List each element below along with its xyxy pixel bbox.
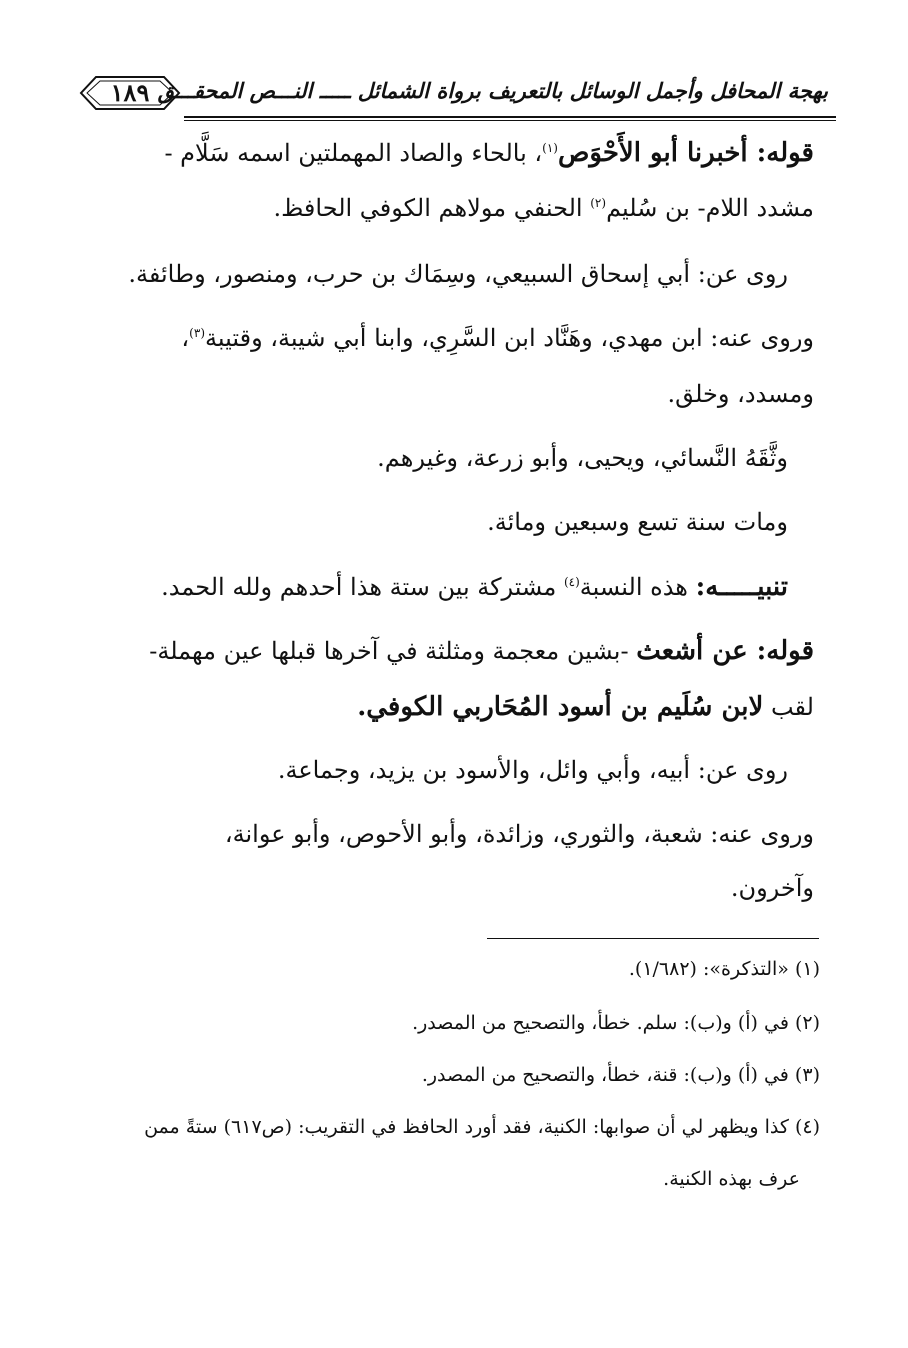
footnote-ref-4: (٤)	[563, 575, 580, 589]
notice-lead: تنبيـــــه:	[695, 572, 788, 602]
paragraph-4: وثَّقَهُ النَّسائي، ويحيى، وأبو زرعة، وغيرهم.	[377, 444, 788, 472]
paragraph-1-line-1	[164, 138, 814, 168]
paragraph-1-line-2	[274, 194, 815, 222]
paragraph-6	[161, 572, 788, 602]
footnote-1: (١) «التذكرة»: (١/٦٨٢).	[628, 958, 820, 980]
paragraph-7-line-2	[357, 692, 814, 722]
footnote-2: (٢) في (أ) و(ب): سلم. خطأ، والتصحيح من المصدر.	[412, 1012, 820, 1034]
paragraph-3-text-b: ،	[181, 324, 190, 352]
page-number: ١٨٩	[110, 78, 150, 107]
quote-lead-2: قوله: عن أشعث	[636, 636, 814, 666]
header-rule-thick	[184, 116, 836, 118]
footnote-ref-2: (٢)	[590, 196, 607, 210]
footnote-4-line-1: (٤) كذا ويظهر لي أن صوابها: الكنية، فقد أورد الحافظ في التقريب: (ص٦١٧) ستةً ممن	[144, 1116, 820, 1138]
paragraph-5: ومات سنة تسع وسبعين ومائة.	[487, 508, 788, 536]
paragraph-1-text-b: الحنفي مولاهم الكوفي الحافظ.	[273, 194, 591, 222]
footnote-separator	[487, 938, 819, 939]
paragraph-7-text-a: لقب	[763, 693, 814, 721]
paragraph-8: روى عن: أبيه، وأبي وائل، والأسود بن يزيد، وجماعة.	[277, 756, 788, 784]
paragraph-6-text-a: هذه النسبة	[579, 573, 696, 601]
paragraph-6-text-b: مشتركة بين ستة هذا أحدهم ولله الحمد.	[161, 573, 564, 601]
paragraph-2: روى عن: أبي إسحاق السبيعي، وسِمَاك بن حرب، ومنصور، وطائفة.	[128, 260, 788, 288]
paragraph-1-text-a: مشدد اللام- بن سُليم	[606, 194, 814, 222]
paragraph-9-line-1: وروى عنه: شعبة، والثوري، وزائدة، وأبو الأحوص، وأبو عوانة،	[224, 820, 814, 848]
paragraph-3-line-1	[181, 324, 814, 352]
page-header	[74, 72, 834, 122]
footnote-3: (٣) في (أ) و(ب): قنة، خطأ، والتصحيح من المصدر.	[421, 1064, 820, 1086]
footnote-ref-1: (١)	[542, 141, 558, 155]
paragraph-3-text-a: وروى عنه: ابن مهدي، وهَنَّاد ابن السَّرِي، وابنا أبي شيبة، وقتيبة	[205, 324, 814, 352]
running-title: بهجة المحافل وأجمل الوسائل بالتعريف برواة الشمائل ـــــ النـــص المحقـــق	[157, 78, 828, 103]
footnote-4-line-2: عرف بهذه الكنية.	[663, 1168, 800, 1190]
paragraph-7-text: -بشين معجمة ومثلثة في آخرها قبلها عين مهملة-	[149, 637, 637, 665]
footnote-ref-3: (٣)	[189, 326, 205, 340]
paragraph-9-line-2: وآخرون.	[730, 874, 814, 902]
paragraph-1-text: ، بالحاء والصاد المهملتين اسمه سَلَّام -	[164, 139, 543, 167]
header-rule-thin	[184, 120, 836, 121]
paragraph-7-text-b: لابن سُلَيم بن أسود المُحَاربي الكوفي.	[357, 692, 764, 722]
paragraph-7-line-1	[149, 636, 814, 666]
quote-lead: قوله: أخبرنا أبو الأَحْوَص	[557, 138, 814, 168]
paragraph-3-line-2: ومسدد، وخلق.	[667, 380, 814, 408]
